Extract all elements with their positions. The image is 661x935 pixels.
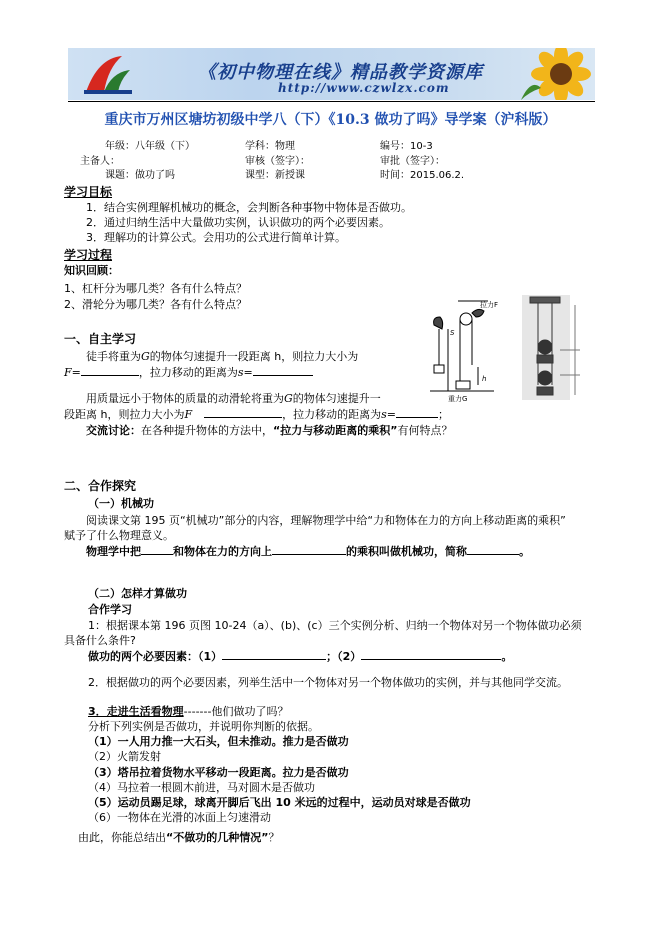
coop-study-label: 合作学习: [88, 603, 132, 616]
goal-item: 2．通过归纳生活中大量做功实例，认识做功的两个必要因素。: [86, 216, 390, 229]
review-question: 2、滑轮分为哪几类？各有什么特点？: [64, 298, 247, 311]
example-item: （5）运动员踢足球，球离开脚后飞出 10 米远的过程中，运动员对球是否做功: [88, 796, 471, 809]
meta-author: 主备人：: [80, 156, 120, 167]
meta-lesson-type: 课型：新授课: [245, 170, 305, 181]
summary-prompt: 由此，你能总结出“不做功的几种情况”？: [78, 831, 280, 844]
figure-h-label: h: [482, 375, 487, 383]
answer-blank[interactable]: [81, 364, 139, 376]
answer-blank[interactable]: [322, 543, 346, 555]
meta-approve: 审批（签字）：: [380, 156, 445, 167]
banner-title: 《初中物理在线》精品教学资源库: [198, 62, 483, 83]
header-rule: [68, 101, 595, 102]
coop-p1: 阅读课文第 195 页“机械功”部分的内容，理解物理学中给“力和物体在力的方向上移动距离的乘积”: [86, 514, 566, 527]
coop-q1: 1：根据课本第 196 页图 10-24（a）、(b)、(c）三个实例分析、归纳一个物体对另一个物体做功必须: [88, 619, 582, 632]
answer-blank[interactable]: [396, 406, 438, 418]
review-heading: 知识回顾：: [64, 264, 119, 277]
meta-date: 时间：2015.06.2.: [380, 170, 465, 181]
self-study-heading: 一、自主学习: [64, 332, 137, 346]
answer-blank[interactable]: [467, 543, 519, 555]
example-item: （2）火箭发射: [88, 750, 161, 763]
discussion-prompt: 交流讨论：在各种提升物体的方法中，“拉力与移动距离的乘积”有何特点？: [86, 424, 453, 437]
figure-weight-label: 重力G: [448, 395, 468, 403]
example-item: （3）塔吊拉着货物水平移动一段距离。拉力是否做功: [88, 766, 349, 779]
example-item: （6）一物体在光滑的冰面上匀速滑动: [88, 811, 271, 824]
coop-sub2: （二）怎样才算做功: [88, 587, 187, 600]
meta-grade: 年级：八年级（下）: [105, 141, 195, 152]
process-heading: 学习过程: [64, 248, 113, 262]
meta-number: 编号：10-3: [380, 141, 433, 152]
coop-p1b: 赋予了什么物理意义。: [64, 529, 174, 542]
goals-heading: 学习目标: [64, 185, 113, 199]
example-item: （1）一人用力推一大石头，但未推动。推力是否做功: [88, 735, 349, 748]
self-study-p2-line2: 段距离 h，则拉力大小为F ，拉力移动的距离为s= ；: [64, 408, 449, 421]
coop-heading: 二、合作探究: [64, 479, 137, 493]
definition-line: 物理学中把 和物体在力的方向上 的乘积叫做机械功，简称 。: [86, 545, 530, 558]
review-question: 1、杠杆分为哪几类？各有什么特点？: [64, 282, 247, 295]
example-item: （4）马拉着一根圆木前进，马对圆木是否做功: [88, 781, 315, 794]
coop-q3-intro: 分析下列实例是否做功，并说明你判断的依据。: [88, 720, 319, 733]
meta-review: 审核（签字）：: [245, 156, 310, 167]
self-study-p2-line1: 用质量远小于物体的质量的动滑轮将重为G的物体匀速提升一: [86, 392, 381, 405]
self-study-p1-line1: 徒手将重为G的物体匀速提升一段距离 h，则拉力大小为: [86, 350, 359, 363]
coop-q3-title: 3．走进生活看物理-------他们做功了吗？: [88, 705, 289, 718]
header-banner: [68, 48, 595, 100]
goal-item: 3．理解功的计算公式。会用功的公式进行简单计算。: [86, 231, 346, 244]
answer-blank[interactable]: [204, 406, 282, 418]
sunflower-icon: [521, 48, 591, 100]
self-study-p1-line2: F= ，拉力移动的距离为s=: [64, 364, 313, 380]
figure-s-label: S: [450, 329, 455, 337]
banner-url: http://www.czwlzx.com: [278, 81, 450, 95]
answer-blank[interactable]: [253, 364, 313, 376]
coop-q1b: 具备什么条件?: [64, 634, 136, 647]
answer-blank[interactable]: [141, 543, 173, 555]
coop-q2: 2．根据做功的两个必要因素，列举生活中一个物体对另一个物体做功的实例，并与其他同学交流。: [88, 676, 568, 689]
coop-sub1: （一）机械功: [88, 497, 154, 510]
answer-blank[interactable]: [272, 543, 322, 555]
answer-blank[interactable]: [361, 648, 501, 660]
factors-line: 做功的两个必要因素：（1） ；（2） 。: [88, 650, 513, 663]
site-logo-icon: [78, 52, 138, 98]
figure-force-label: 拉力F: [480, 301, 499, 309]
meta-subject: 学科：物理: [245, 141, 295, 152]
goal-item: 1．结合实例理解机械功的概念，会判断各种事物中物体是否做功。: [86, 201, 412, 214]
answer-blank[interactable]: [222, 648, 326, 660]
pulley-figures: [430, 295, 630, 405]
meta-topic: 课题：做功了吗: [105, 170, 175, 181]
document-title: 重庆市万州区塘坊初级中学八（下）《10.3 做功了吗》导学案（沪科版）: [104, 112, 557, 128]
